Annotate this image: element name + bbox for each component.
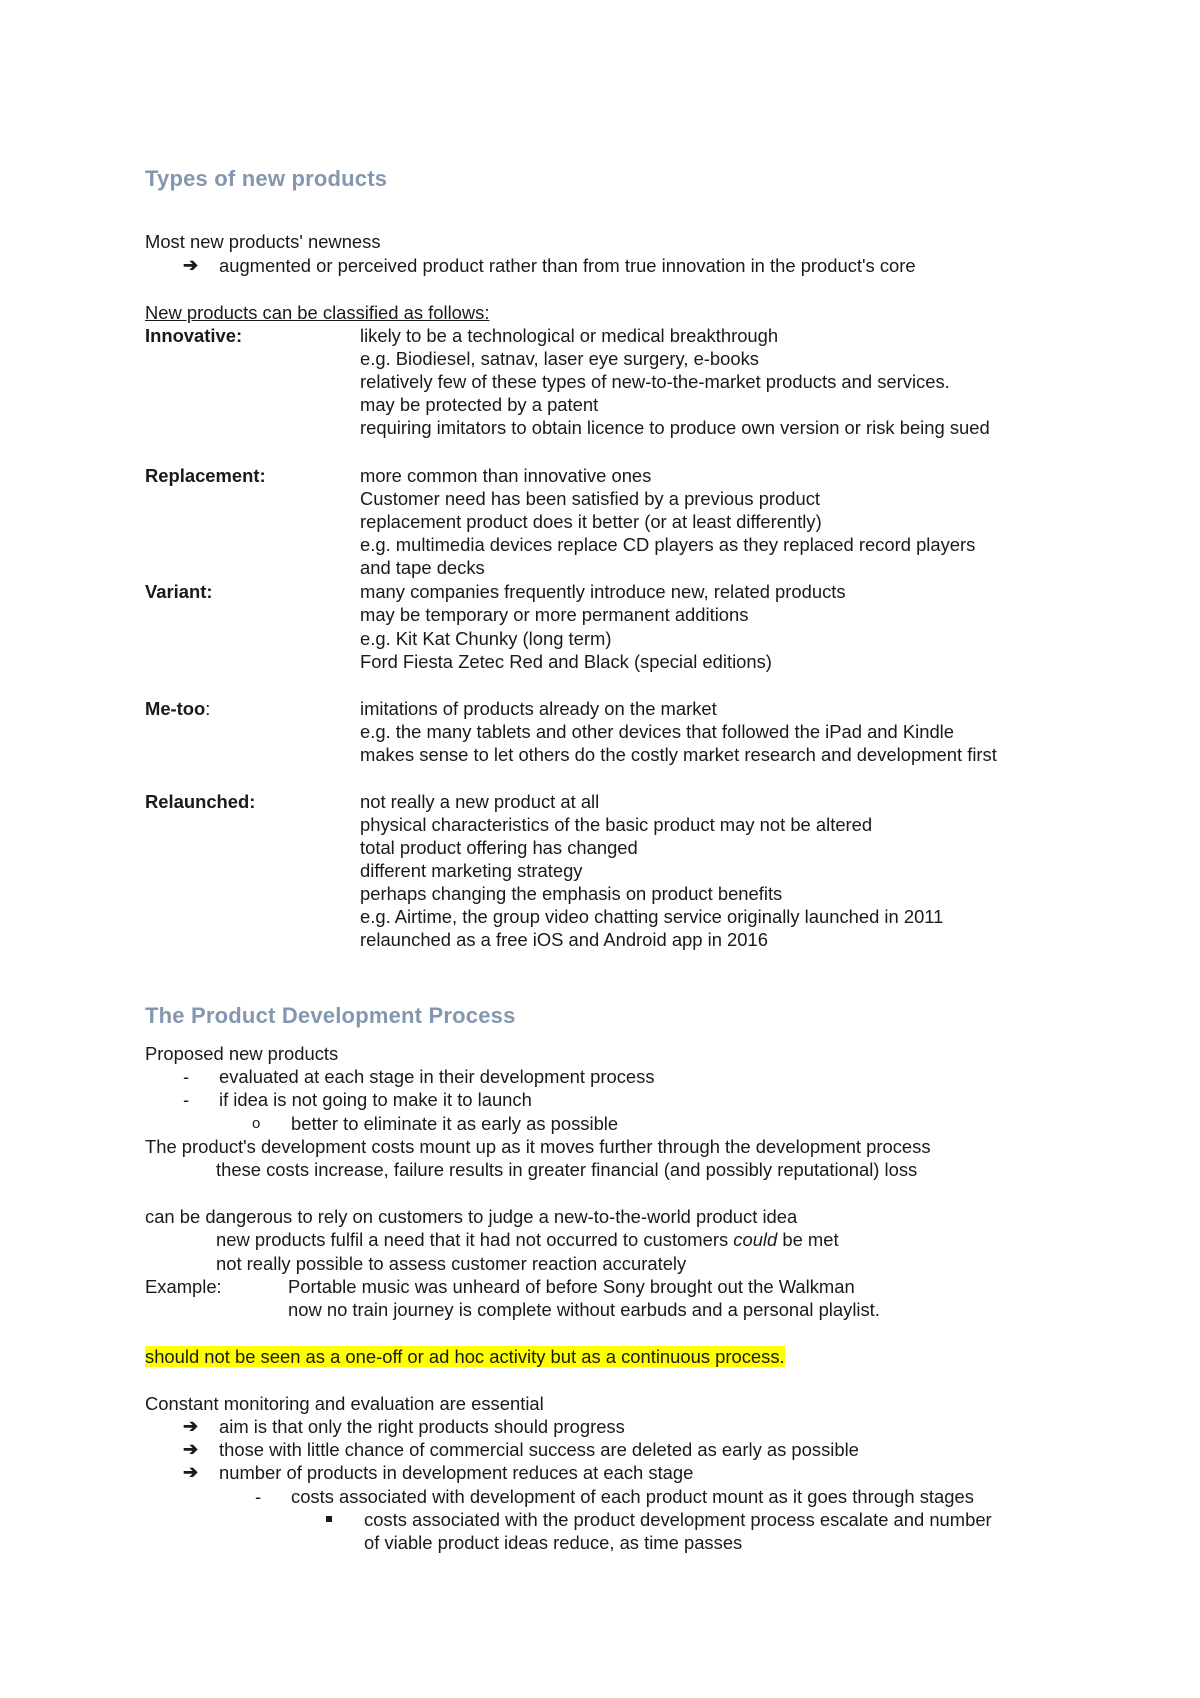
innovative-line: e.g. Biodiesel, satnav, laser eye surgery, e-books — [360, 348, 760, 369]
replacement-line: e.g. multimedia devices replace CD players as they replaced record players — [360, 534, 976, 555]
label-me-too-text: Me-too — [145, 698, 206, 719]
danger-indent-line: not really possible to assess customer reaction accurately — [216, 1253, 687, 1274]
square-bullet-icon — [326, 1516, 332, 1522]
danger-indent-line — [216, 1228, 839, 1251]
relaunched-line: different marketing strategy — [360, 860, 583, 881]
innovative-line: may be protected by a patent — [360, 394, 599, 415]
highlighted-note — [145, 1345, 785, 1368]
example-line: Portable music was unheard of before Sony brought out the Walkman — [288, 1276, 855, 1297]
arrow-icon: ➔ — [183, 255, 199, 275]
heading-types-of-new-products: Types of new products — [145, 166, 388, 191]
metoo-line: makes sense to let others do the costly market research and development first — [360, 744, 997, 765]
highlight-text: should not be seen as a one-off or ad hoc activity but as a continuous process. — [145, 1346, 785, 1367]
relaunched-line: not really a new product at all — [360, 791, 600, 812]
label-me-too-colon: : — [205, 698, 211, 719]
relaunched-line: total product offering has changed — [360, 837, 638, 858]
arrow-icon: ➔ — [183, 1416, 199, 1436]
arrow-point: number of products in development reduces at each stage — [219, 1462, 694, 1483]
dash-point: costs associated with development of each product mount as it goes through stages — [291, 1486, 974, 1507]
label-me-too — [145, 697, 210, 720]
intro-line: Most new products' newness — [145, 231, 381, 252]
innovative-line: likely to be a technological or medical breakthrough — [360, 325, 779, 346]
dash-bullet: - — [183, 1089, 190, 1110]
replacement-line: replacement product does it better (or at least differently) — [360, 511, 822, 532]
dash-point: if idea is not going to make it to launch — [219, 1089, 532, 1110]
danger-text-italic: could — [733, 1229, 778, 1250]
variant-line: e.g. Kit Kat Chunky (long term) — [360, 628, 612, 649]
arrow-icon: ➔ — [183, 1439, 199, 1459]
circle-bullet-icon: o — [252, 1115, 261, 1132]
innovative-line: requiring imitators to obtain licence to produce own version or risk being sued — [360, 417, 990, 438]
innovative-line: relatively few of these types of new-to-the-market products and services. — [360, 371, 950, 392]
replacement-line: more common than innovative ones — [360, 465, 652, 486]
intro-point: augmented or perceived product rather than from true innovation in the product's core — [219, 255, 916, 276]
label-innovative: Innovative: — [145, 325, 243, 346]
variant-line: many companies frequently introduce new, related products — [360, 581, 846, 602]
danger-line: can be dangerous to rely on customers to judge a new-to-the-world product idea — [145, 1206, 798, 1227]
dash-bullet: - — [183, 1066, 190, 1087]
variant-line: may be temporary or more permanent additions — [360, 604, 749, 625]
arrow-point: those with little chance of commercial success are deleted as early as possible — [219, 1439, 859, 1460]
dash-point: evaluated at each stage in their development process — [219, 1066, 655, 1087]
proposed-line: Proposed new products — [145, 1043, 339, 1064]
example-label: Example: — [145, 1276, 222, 1297]
metoo-line: imitations of products already on the market — [360, 698, 717, 719]
variant-line: Ford Fiesta Zetec Red and Black (special editions) — [360, 651, 772, 672]
relaunched-line: relaunched as a free iOS and Android app in 2016 — [360, 929, 768, 950]
costs-indent-line: these costs increase, failure results in greater financial (and possibly reputational) loss — [216, 1159, 918, 1180]
arrow-icon: ➔ — [183, 1462, 199, 1482]
arrow-point: aim is that only the right products should progress — [219, 1416, 625, 1437]
replacement-line: Customer need has been satisfied by a previous product — [360, 488, 821, 509]
bullet-point: costs associated with the product development process escalate and number — [364, 1509, 992, 1530]
dash-bullet: - — [255, 1486, 262, 1507]
sub-point: better to eliminate it as early as possible — [291, 1113, 619, 1134]
relaunched-line: e.g. Airtime, the group video chatting service originally launched in 2011 — [360, 906, 944, 927]
danger-text-a: new products fulfil a need that it had not occurred to customers — [216, 1229, 734, 1250]
relaunched-line: perhaps changing the emphasis on product benefits — [360, 883, 783, 904]
replacement-line: and tape decks — [360, 557, 485, 578]
constant-line: Constant monitoring and evaluation are essential — [145, 1393, 544, 1414]
classify-line: New products can be classified as follows: — [145, 302, 490, 323]
label-replacement: Replacement: — [145, 465, 266, 486]
label-variant: Variant: — [145, 581, 213, 602]
relaunched-line: physical characteristics of the basic product may not be altered — [360, 814, 873, 835]
heading-product-development-process: The Product Development Process — [145, 1003, 516, 1028]
bullet-point-cont: of viable product ideas reduce, as time passes — [364, 1532, 743, 1553]
danger-text-c: be met — [777, 1229, 839, 1250]
example-line: now no train journey is complete without earbuds and a personal playlist. — [288, 1299, 880, 1320]
costs-line: The product's development costs mount up as it moves further through the development process — [145, 1136, 931, 1157]
label-relaunched: Relaunched: — [145, 791, 256, 812]
metoo-line: e.g. the many tablets and other devices that followed the iPad and Kindle — [360, 721, 954, 742]
